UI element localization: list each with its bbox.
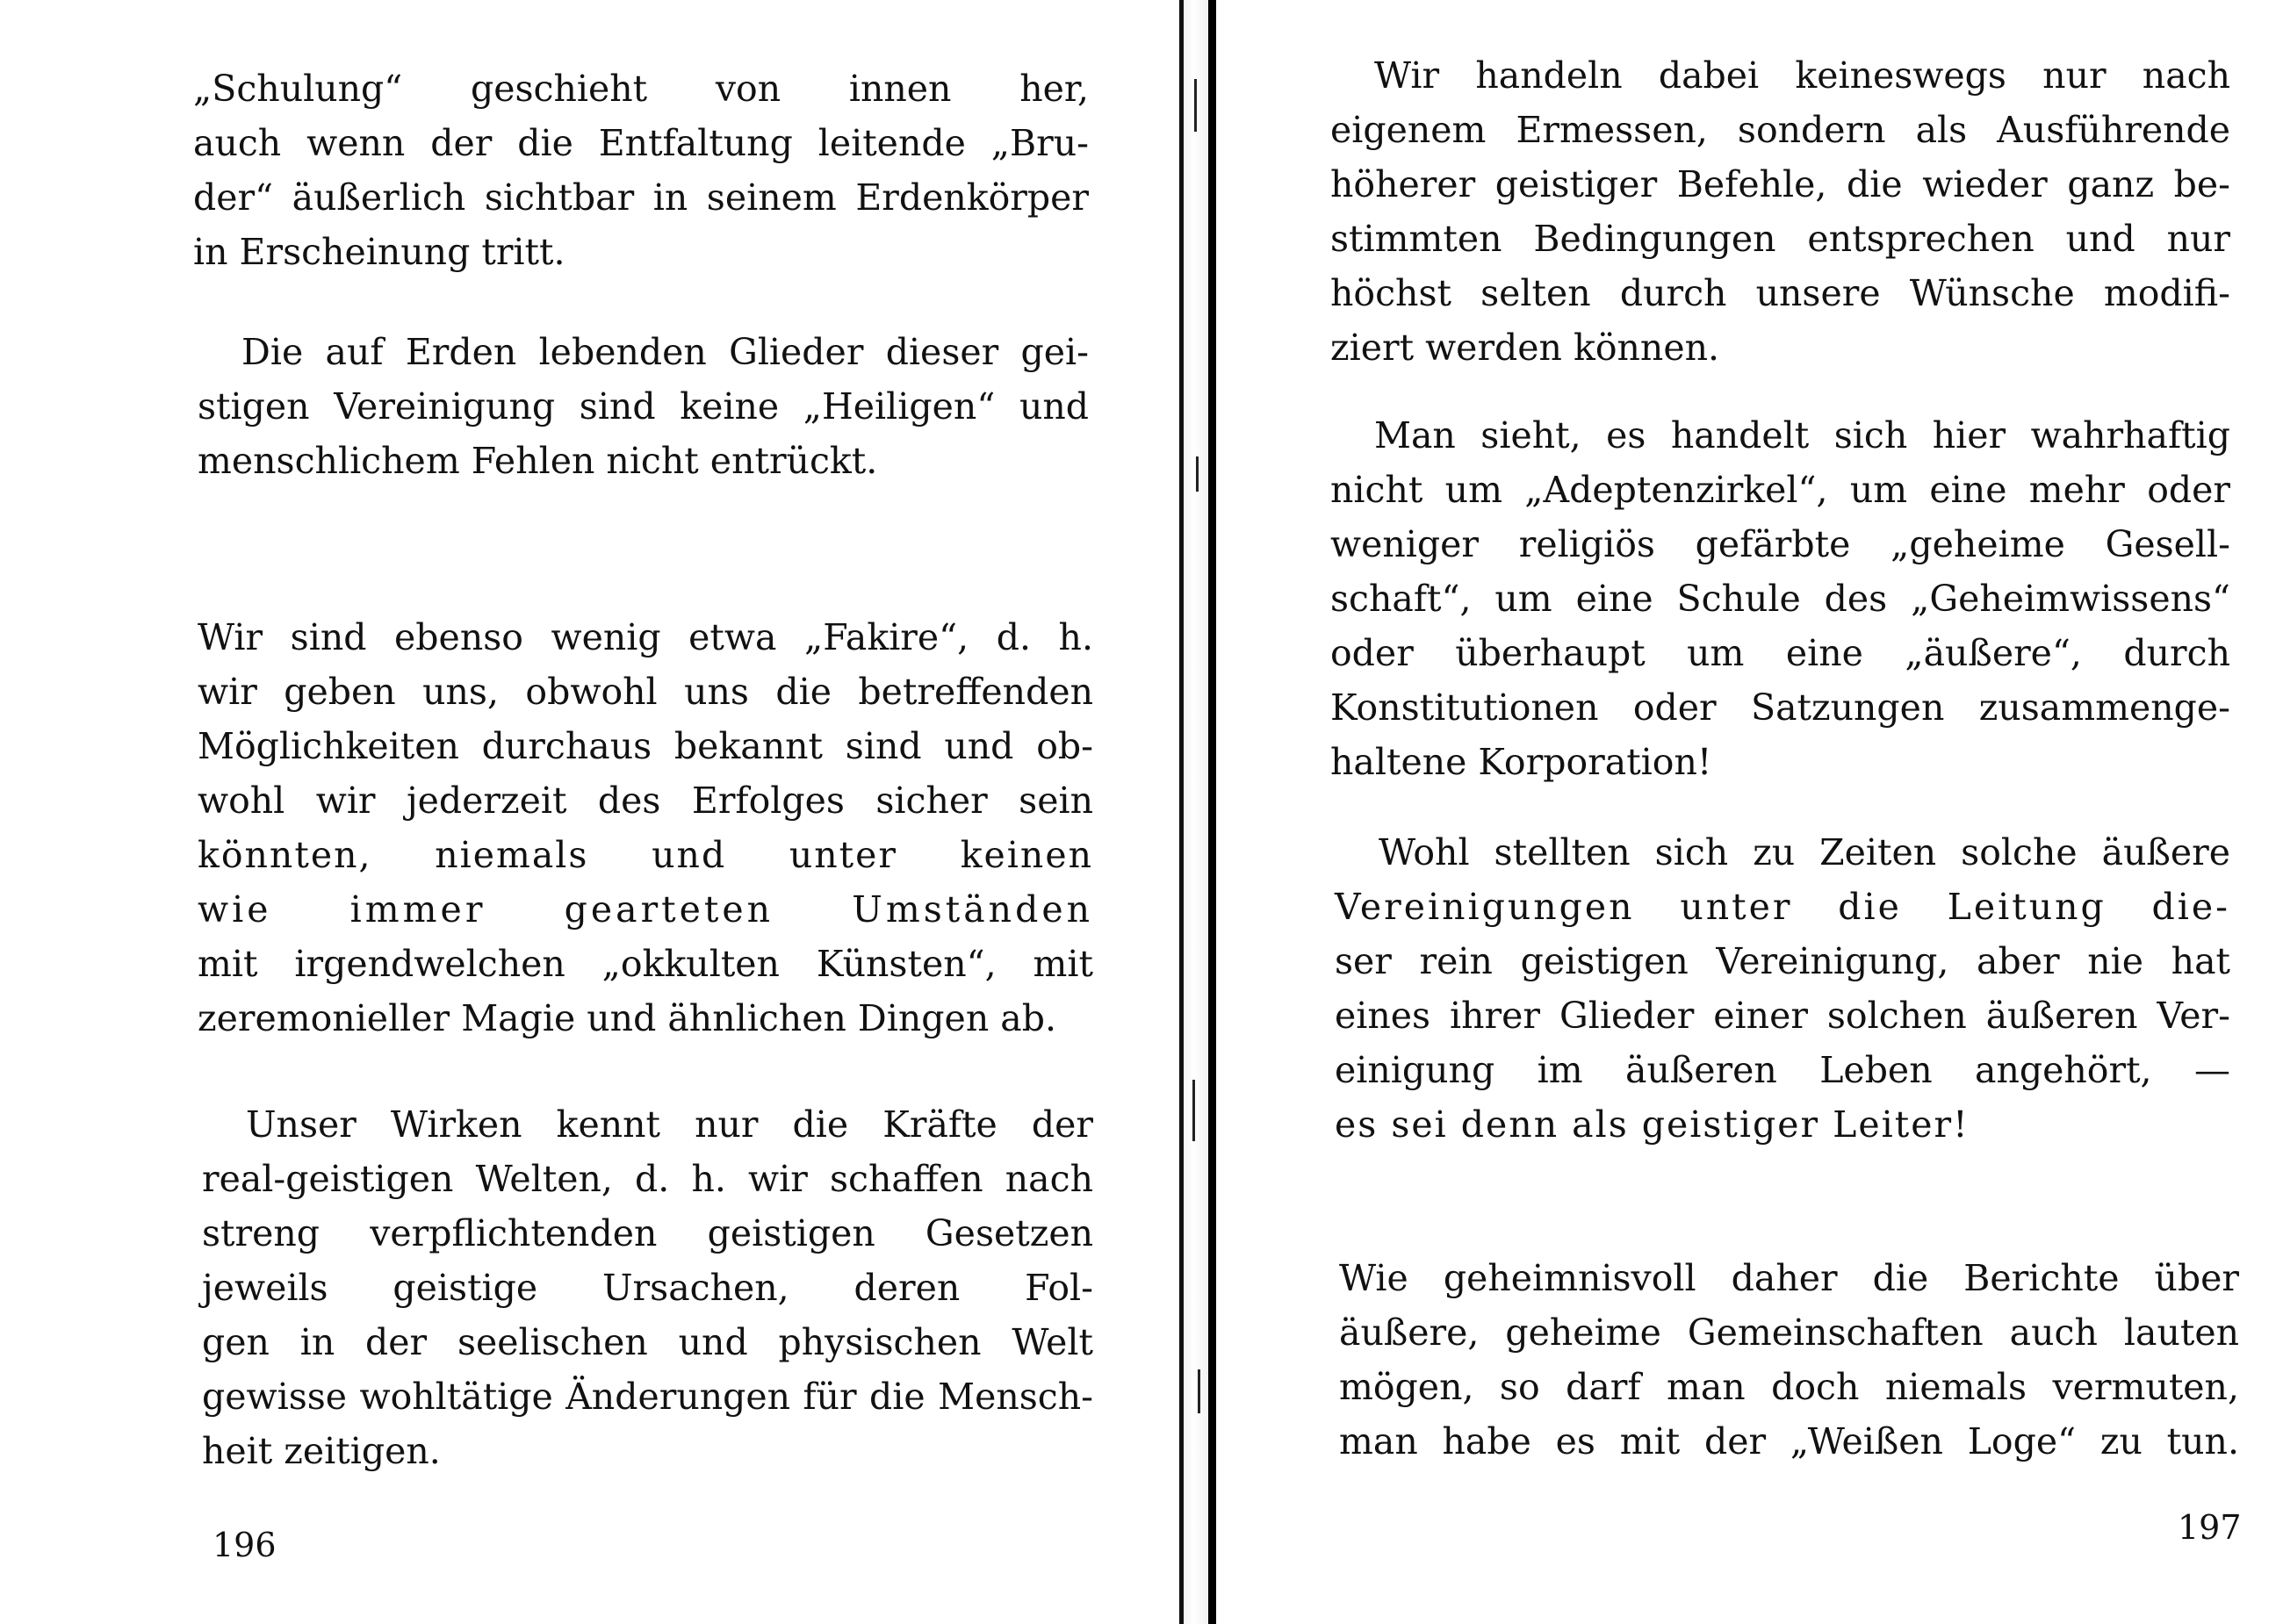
text-line: real-geistigen Welten, d. h. wir schaffen nach [202, 1158, 1093, 1200]
text-line: Wie geheimnisvoll daher die Berichte über [1339, 1257, 2239, 1299]
text-line: könnten, niemals und unter keinen [198, 834, 1093, 876]
text-line: Vereinigungen unter die Leitung die- [1335, 886, 2230, 928]
text-line: Unser Wirken kennt nur die Kräfte der [246, 1103, 1093, 1146]
text-line: in Erscheinung tritt. [193, 231, 565, 273]
text-line: wohl wir jederzeit des Erfolges sicher sein [198, 780, 1093, 822]
text-line: Konstitutionen oder Satzungen zusammenge- [1330, 686, 2230, 729]
book-gutter-binding [1208, 0, 1216, 1624]
text-line: gewisse wohltätige Änderungen für die Mensch- [202, 1376, 1093, 1418]
text-line: äußere, geheime Gemeinschaften auch lauten [1339, 1311, 2239, 1354]
text-line: jeweils geistige Ursachen, deren Fol- [202, 1267, 1093, 1309]
text-line: streng verpflichtenden geistigen Gesetzen [202, 1212, 1093, 1254]
right-page [1330, 0, 2242, 1624]
text-line: man habe es mit der „Weißen Loge“ zu tun. [1339, 1420, 2239, 1462]
text-line: mögen, so darf man doch niemals vermuten, [1339, 1366, 2239, 1408]
text-line: weniger religiös gefärbte „geheime Gesell- [1330, 523, 2230, 565]
book-gutter-line [1179, 0, 1184, 1624]
text-line: wir geben uns, obwohl uns die betreffenden [198, 671, 1093, 713]
text-line: heit zeitigen. [202, 1430, 441, 1472]
book-gutter-shadow [1184, 0, 1208, 1624]
text-line: höherer geistiger Befehle, die wieder ganz be- [1330, 163, 2230, 205]
text-line: Die auf Erden lebenden Glieder dieser gei- [241, 331, 1089, 373]
left-page [193, 0, 1098, 1624]
text-line: ser rein geistigen Vereinigung, aber nie hat [1335, 940, 2230, 982]
text-line: Man sieht, es handelt sich hier wahrhaftig [1374, 414, 2230, 456]
text-line: eines ihrer Glieder einer solchen äußeren Ver- [1335, 995, 2230, 1037]
left-paragraph-1 [193, 61, 1089, 279]
text-line: nicht um „Adeptenzirkel“, um eine mehr oder [1330, 469, 2230, 511]
gutter-speck [1194, 79, 1197, 132]
gutter-speck [1192, 1080, 1195, 1141]
text-line: eigenem Ermessen, sondern als Ausführende [1330, 109, 2230, 151]
text-line: einigung im äußeren Leben angehört, — [1335, 1049, 2230, 1091]
left-paragraph-2 [198, 325, 1089, 488]
text-line: wie immer gearteten Umständen [198, 888, 1093, 931]
text-line: ziert werden können. [1330, 327, 1720, 369]
text-line: haltene Korporation! [1330, 741, 1712, 783]
text-line: es sei denn als geistiger Leiter! [1335, 1103, 1970, 1146]
text-line: Wir handeln dabei keineswegs nur nach [1374, 54, 2230, 97]
text-line: Wir sind ebenso wenig etwa „Fakire“, d. h. [198, 616, 1093, 658]
text-line: Wohl stellten sich zu Zeiten solche äußere [1379, 831, 2230, 873]
right-paragraph-2 [1330, 408, 2230, 789]
text-line: höchst selten durch unsere Wünsche modifi- [1330, 272, 2230, 314]
left-paragraph-3 [198, 610, 1093, 1046]
text-line: gen in der seelischen und physischen Welt [202, 1321, 1093, 1363]
right-paragraph-1 [1330, 48, 2230, 375]
text-line: „Schulung“ geschieht von innen her, [193, 68, 1089, 110]
text-line: menschlichem Fehlen nicht entrückt. [198, 440, 878, 482]
right-paragraph-4 [1339, 1251, 2239, 1469]
text-line: oder überhaupt um eine „äußere“, durch [1330, 632, 2230, 674]
text-line: auch wenn der die Entfaltung leitende „Bru- [193, 122, 1089, 164]
left-paragraph-4 [202, 1097, 1093, 1478]
text-line: Möglichkeiten durchaus bekannt sind und ob- [198, 725, 1093, 767]
text-line: schaft“, um eine Schule des „Geheimwissens“ [1330, 578, 2230, 620]
gutter-speck [1196, 456, 1199, 492]
gutter-speck [1198, 1369, 1200, 1413]
right-paragraph-3 [1335, 825, 2230, 1152]
page-number-right: 197 [2178, 1508, 2242, 1547]
page-number-left: 196 [212, 1526, 277, 1564]
text-line: mit irgendwelchen „okkulten Künsten“, mit [198, 943, 1093, 985]
text-line: stigen Vereinigung sind keine „Heiligen“ und [198, 385, 1089, 428]
text-line: stimmten Bedingungen entsprechen und nur [1330, 218, 2230, 260]
text-line: zeremonieller Magie und ähnlichen Dingen ab. [198, 997, 1056, 1039]
text-line: der“ äußerlich sichtbar in seinem Erdenkörper [193, 176, 1089, 219]
